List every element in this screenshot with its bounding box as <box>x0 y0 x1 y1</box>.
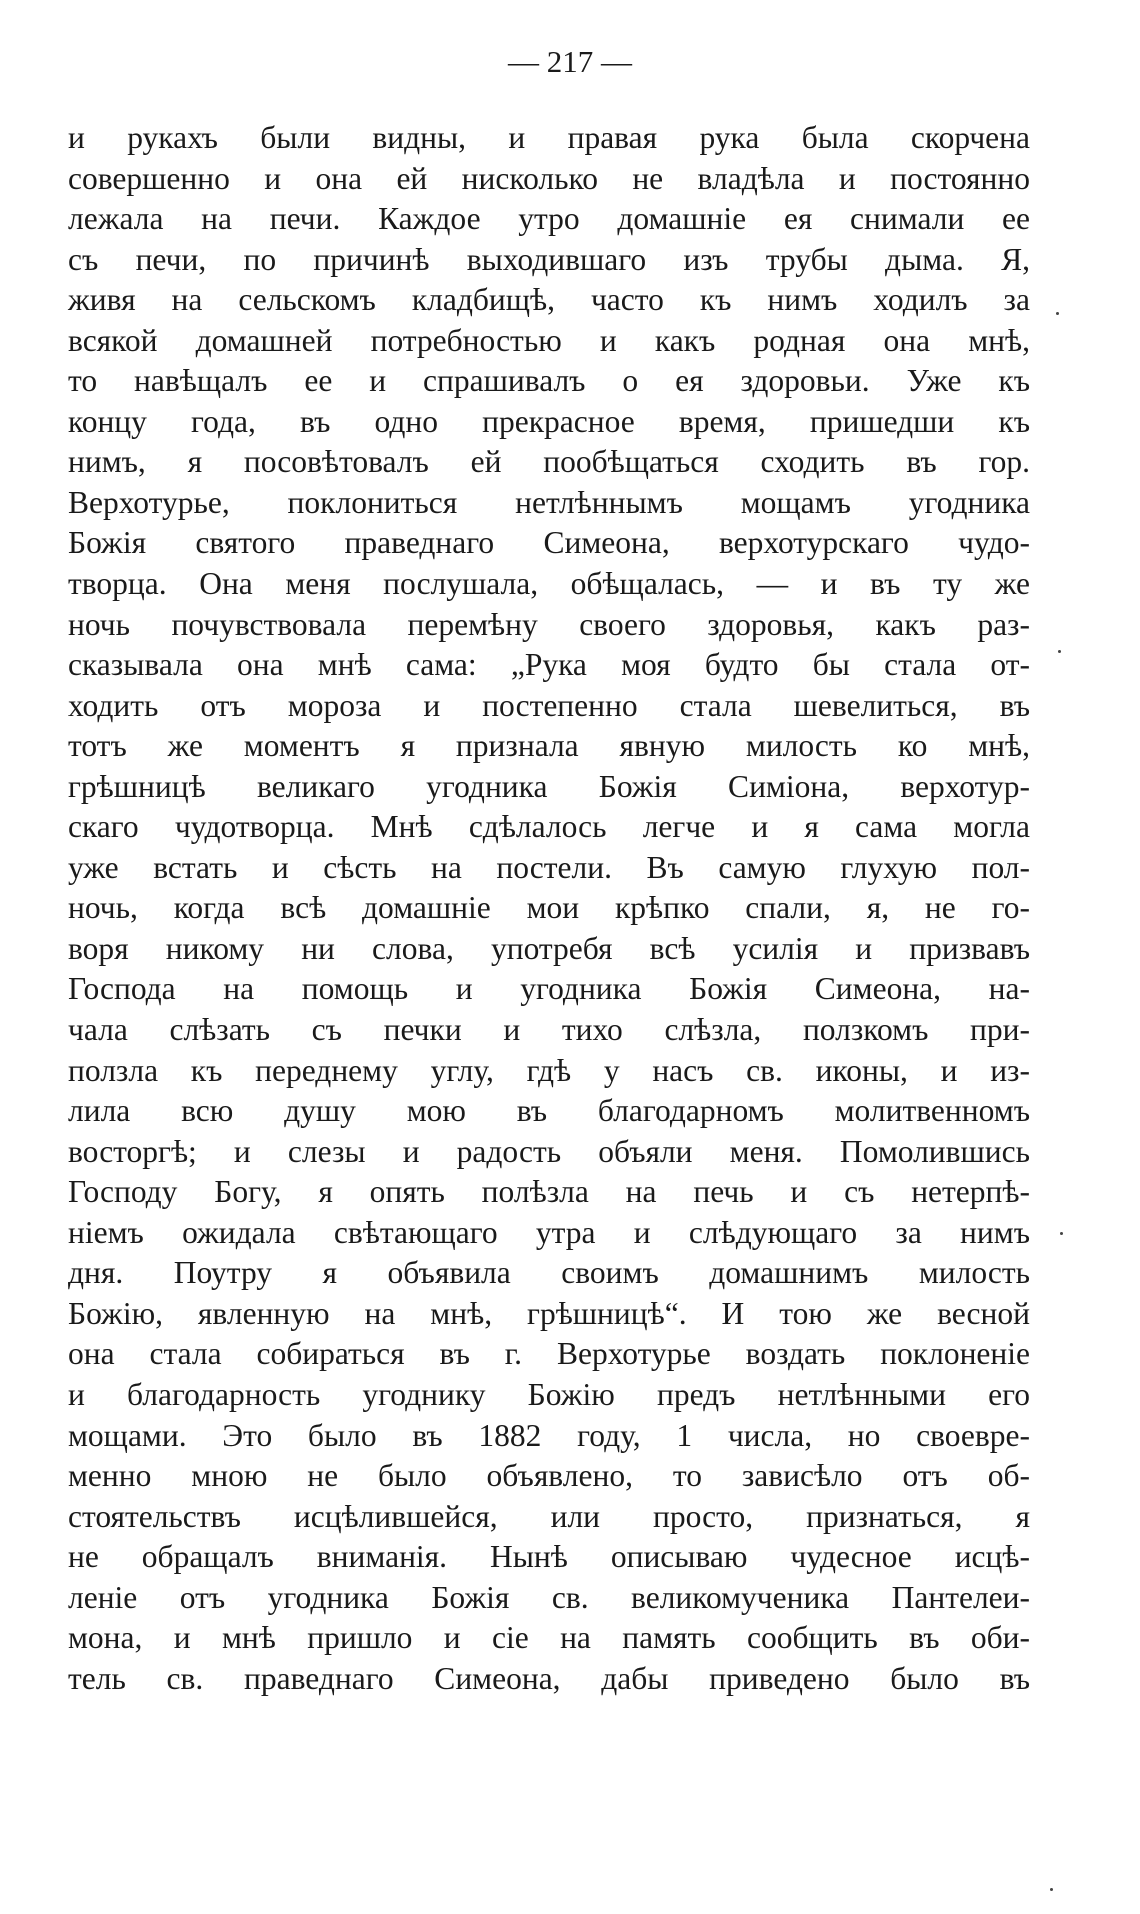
text-line: скаго чудотворца. Мнѣ сдѣлалось легче и я сама могла <box>68 809 1030 845</box>
body-text <box>68 118 1030 1699</box>
text-line: сказывала она мнѣ сама: „Рука моя будто бы стала от- <box>68 647 1030 683</box>
scan-speck <box>1050 1888 1053 1891</box>
text-line: всякой домашней потребностью и какъ родная она мнѣ, <box>68 322 1030 358</box>
text-line: стоятельствъ исцѣлившейся, или просто, признаться, я <box>68 1498 1030 1534</box>
text-line: воря никому ни слова, употребя всѣ усилія и призвавъ <box>68 930 1030 966</box>
text-line: совершенно и она ей нисколько не владѣла и постоянно <box>68 160 1030 196</box>
text-line: тель св. праведнаго Симеона, дабы приведено было въ <box>68 1660 1030 1696</box>
text-line: не обращалъ вниманія. Нынѣ описываю чудесное исцѣ- <box>68 1539 1030 1575</box>
text-line: восторгѣ; и слезы и радость объяли меня. Помолившись <box>68 1133 1030 1169</box>
text-line: Господа на помощь и угодника Божія Симеона, на- <box>68 971 1030 1007</box>
text-line: мощами. Это было въ 1882 году, 1 числа, но своевре- <box>68 1417 1030 1453</box>
text-line: Божія святого праведнаго Симеона, верхотурскаго чудо- <box>68 525 1030 561</box>
text-line: лежала на печи. Каждое утро домашніе ея снимали ее <box>68 201 1030 237</box>
text-line: она стала собираться въ г. Верхотурье воздать поклоненіе <box>68 1336 1030 1372</box>
text-line: Божію, явленную на мнѣ, грѣшницѣ“. И тою же весной <box>68 1295 1030 1331</box>
text-line: дня. Поутру я объявила своимъ домашнимъ милость <box>68 1255 1030 1291</box>
scan-speck <box>1060 1232 1063 1235</box>
text-line: менно мною не было объявлено, то зависѣло отъ об- <box>68 1458 1030 1494</box>
text-line: творца. Она меня послушала, обѣщалась, — и въ ту же <box>68 566 1030 602</box>
text-line: съ печи, по причинѣ выходившаго изъ трубы дыма. Я, <box>68 241 1030 277</box>
text-line: ходить отъ мороза и постепенно стала шевелиться, въ <box>68 687 1030 723</box>
text-line: то навѣщалъ ее и спрашивалъ о ея здоровьи. Уже къ <box>68 363 1030 399</box>
text-line: и рукахъ были видны, и правая рука была скорчена <box>68 120 1030 155</box>
text-line: ночь почувствовала перемѣну своего здоровья, какъ раз- <box>68 606 1030 642</box>
text-line: ночь, когда всѣ домашніе мои крѣпко спали, я, не го- <box>68 890 1030 926</box>
text-line: Господу Богу, я опять полѣзла на печь и съ нетерпѣ- <box>68 1174 1030 1210</box>
text-line: Верхотурье, поклониться нетлѣннымъ мощамъ угодника <box>68 484 1030 520</box>
text-line: грѣшницѣ великаго угодника Божія Симіона, верхотур- <box>68 768 1030 804</box>
scan-speck <box>1058 650 1061 653</box>
text-line: концу года, въ одно прекрасное время, пришедши къ <box>68 403 1030 439</box>
text-line: мона, и мнѣ пришло и сіе на память сообщить въ оби- <box>68 1620 1030 1656</box>
text-line: лила всю душу мою въ благодарномъ молитвенномъ <box>68 1093 1030 1129</box>
text-line: тотъ же моментъ я признала явную милость ко мнѣ, <box>68 728 1030 764</box>
text-line: нимъ, я посовѣтовалъ ей пообѣщаться сходить въ гор. <box>68 444 1030 480</box>
scan-speck <box>1056 312 1059 315</box>
text-line: чала слѣзать съ печки и тихо слѣзла, ползкомъ при- <box>68 1012 1030 1048</box>
page-number: — 217 — <box>508 44 632 79</box>
text-line: уже встать и сѣсть на постели. Въ самую глухую пол- <box>68 849 1030 885</box>
text-line: живя на сельскомъ кладбищѣ, часто къ нимъ ходилъ за <box>68 282 1030 318</box>
text-line: ніемъ ожидала свѣтающаго утра и слѣдующаго за нимъ <box>68 1214 1030 1250</box>
text-line: и благодарность угоднику Божію предъ нетлѣнными его <box>68 1376 1030 1412</box>
text-line: леніе отъ угодника Божія св. великомученика Пантелеи- <box>68 1579 1030 1615</box>
text-line: ползла къ переднему углу, гдѣ у насъ св. иконы, и из- <box>68 1052 1030 1088</box>
